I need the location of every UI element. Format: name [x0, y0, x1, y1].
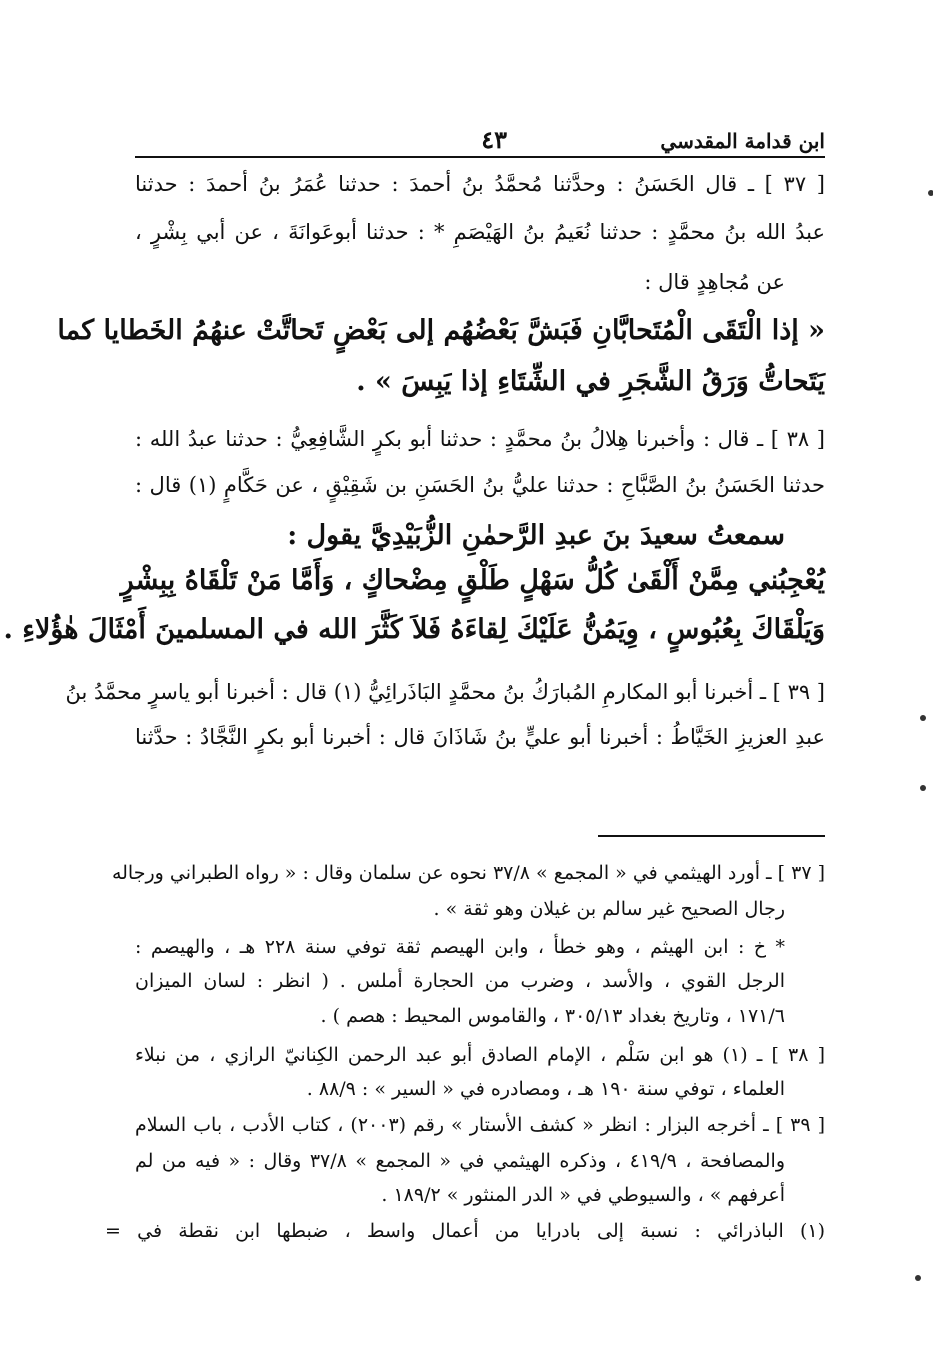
- scan-mark: [928, 190, 933, 196]
- scan-mark: [920, 785, 926, 791]
- footnote-line: أعرفهم » ، والسيوطي في « الدر المنثور » ١٨٩/٢ .: [381, 1184, 785, 1206]
- footnote-line: رجال الصحيح غير سالم بن غيلان وهو ثقة » .: [433, 898, 785, 920]
- hadith-line: يَتَحاتُّ وَرَقُ الشَّجَرِ في الشِّتَاءِ إذا يَبِسَ » .: [356, 366, 825, 397]
- text-line: حدثنا الحَسَنُ بنُ الصَّبَّاحِ : حدثنا عليُّ بنُ الحَسَنِ بن شَقِيْقٍ ، عن حَكَّامٍ (١) قال :: [135, 473, 825, 497]
- scan-mark: [920, 715, 926, 721]
- footnote-line: الرجل القوي ، والأسد ، وضرب من الحجارة أملس . ( انظر : لسان الميزان: [135, 970, 785, 992]
- text-line: سمعتُ سعيدَ بنَ عبدِ الرَّحمٰنِ الزُّبَيْدِيَّ يقول :: [287, 520, 785, 551]
- quote-line: وَيَلْقَاكَ بِعُبُوسٍ ، وِيَمُنُّ عَلَيْكَ لِقاءَهُ فَلاَ كَثَّرَ الله في المسلمينَ أَمْثَالَ هٰؤُلاءِ .: [3, 614, 825, 645]
- scan-mark: [915, 1275, 921, 1281]
- footnote-line: العلماء ، توفي سنة ١٩٠ هـ ، ومصادره في « السير » : ٨٨/٩ .: [306, 1078, 785, 1100]
- text-line: [ ٣٨ ] ـ قال : وأخبرنا هِلالُ بنُ محمَّدٍ : حدثنا أبو بكرٍ الشَّافِعِيُّ : حدثنا عبدُ الله :: [135, 427, 825, 451]
- footnote-line: والمصافحة ، ٤١٩/٩ ، وذكره الهيثمي في « المجمع » ٣٧/٨ وقال : « فيه من لم: [135, 1150, 785, 1172]
- header-title: ابن قدامة المقدسي: [660, 129, 825, 153]
- footnote-line: [ ٣٨ ] ـ (١) هو ابن سَلْم ، الإمام الصادق أبو عبد الرحمن الكِنانيّ الرازي ، من نبلاء: [135, 1044, 825, 1066]
- page-number: ٤٣: [481, 125, 507, 154]
- text-line: عن مُجاهِدٍ قال :: [644, 270, 785, 294]
- footnotes: [3, 0, 826, 1300]
- footnote-line: * خ : ابن الهيثم ، وهو خطأ ، وابن الهيصم ثقة توفي سنة ٢٢٨ هـ ، والهيصم :: [135, 936, 785, 958]
- text-line: عبدُ الله بنُ محمَّدٍ : حدثنا نُعَيمُ بنُ الهَيْصَمِ * : حدثنا أبوعَوانَةَ ، عن أبي بِشْرٍ ،: [135, 220, 825, 244]
- footnote-line: ١٧١/٦ ، وتاريخ بغداد ٣٠٥/١٣ ، والقاموس المحيط : هصم ) .: [320, 1005, 785, 1027]
- quote-line: يُعْجِبُني مِمَّنْ أَلْقَىٰ كُلُّ سَهْلٍ طَلْقٍ مِضْحاكٍ ، وَأَمَّا مَنْ تَلْقَاهُ بِبِشْرٍ: [120, 565, 825, 596]
- footnote-line: [ ٣٩ ] ـ أخرجه البزار : انظر « كشف الأستار » رقم (٢٠٠٣) ، كتاب الأدب ، باب السلام: [135, 1114, 826, 1136]
- text-line: [ ٣٩ ] ـ أخبرنا أبو المكارمِ المُبارَكُ بنُ محمَّدٍ البَاذَرائِيُّ (١) قال : أخبرنا أبو ياسرٍ محمَّدُ بنُ: [65, 680, 825, 704]
- footnote-line: (١) الباذرائي : نسبة إلى بادرايا من أعمال واسط ، ضبطها ابن نقطة في =: [105, 1220, 825, 1242]
- hadith-line: « إذا الْتَقَى الْمُتَحابَّانِ فَبَشَّ بَعْضُهُم إلى بَعْضٍ تَحاتَّتْ عنهُمُ الخَطايا كما: [57, 315, 825, 346]
- footnote-line: [ ٣٧ ] ـ أورد الهيثمي في « المجمع » ٣٧/٨ نحوه عن سلمان وقال : « رواه الطبراني ورجاله: [111, 862, 825, 884]
- text-line: عبدِ العزيزِ الخَيَّاطُ : أخبرنا أبو عليٍّ بنُ شَاذَانَ قال : أخبرنا أبو بكرٍ النَّجَّادُ : حدَّثنا: [135, 725, 825, 749]
- text-line: [ ٣٧ ] ـ قال الحَسَنُ : وحدَّثنا مُحمَّدُ بنُ أحمدَ : حدثنا عُمَرُ بنُ أحمدَ : حدثنا: [135, 172, 825, 196]
